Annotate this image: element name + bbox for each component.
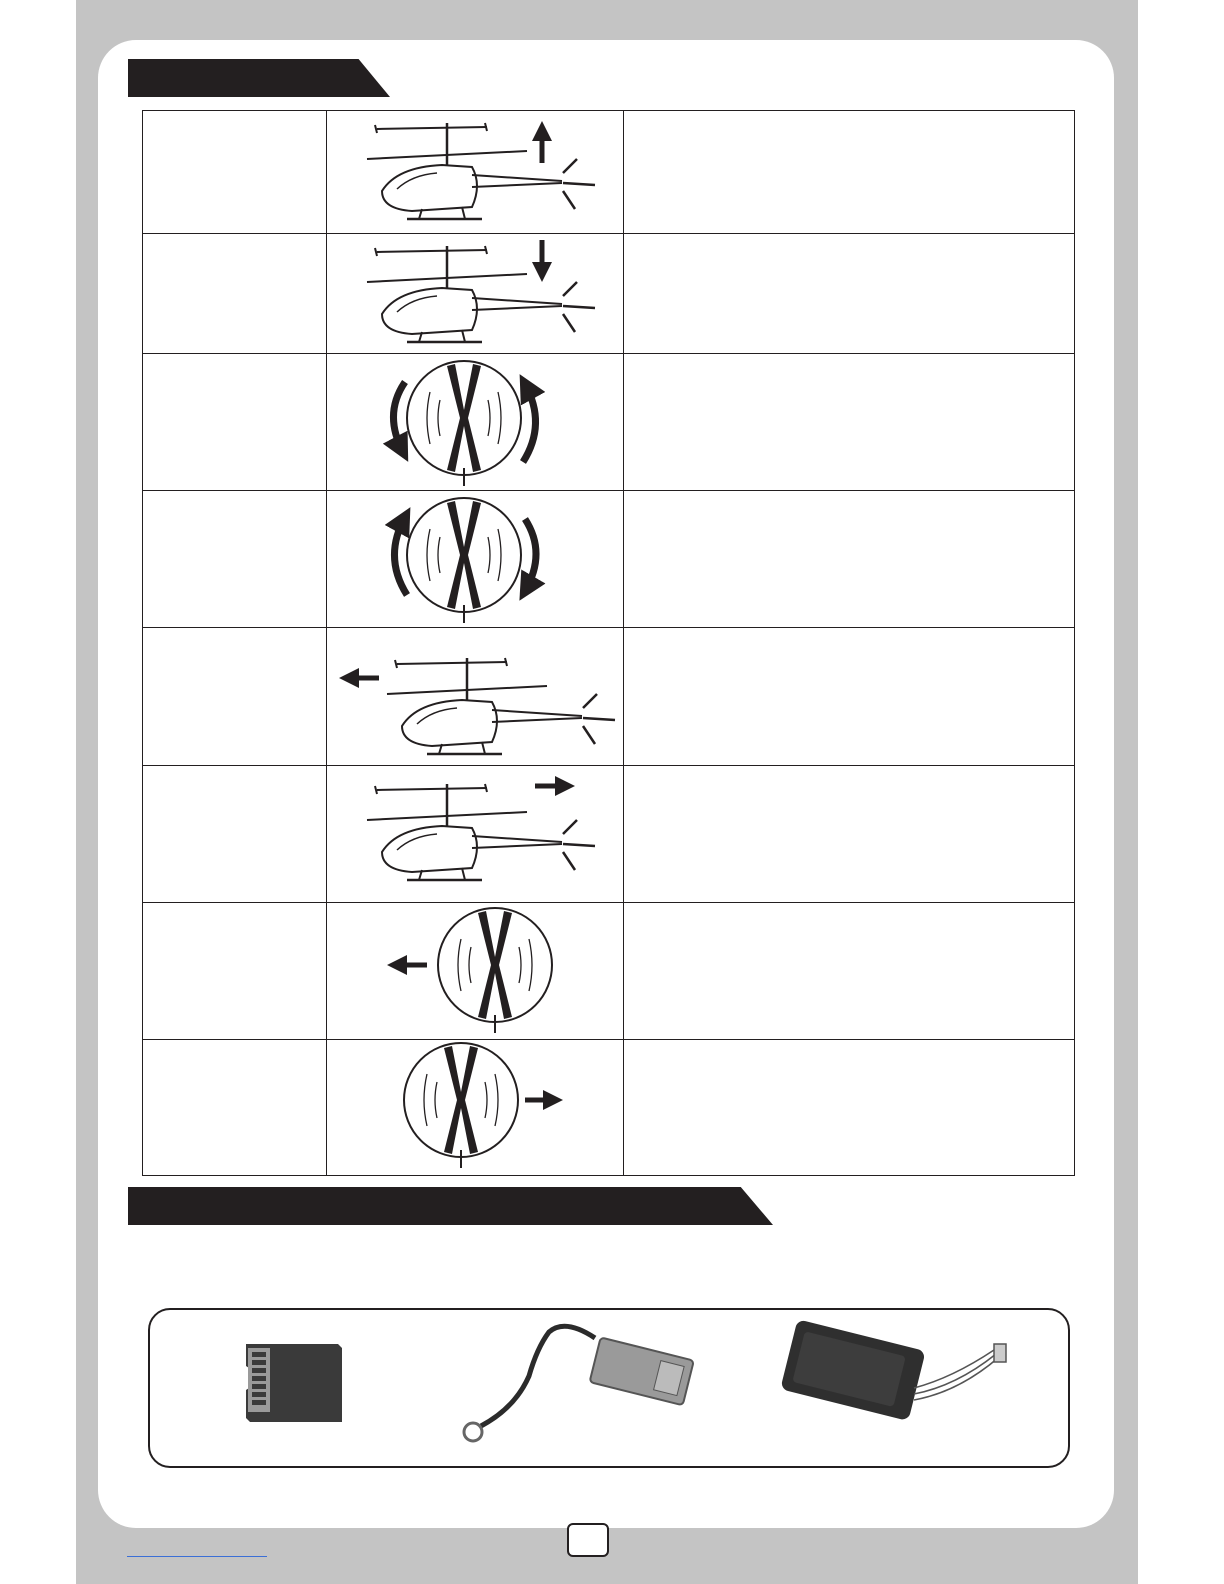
table-row [143,234,1075,354]
control-name [143,628,327,766]
control-name [143,111,327,234]
flight-controls-table [142,110,1075,1176]
page-number [567,1523,609,1557]
table-row [143,491,1075,628]
section-header-bar [128,59,390,97]
table-row [143,354,1075,491]
accessories-panel [148,1308,1070,1468]
micro-sd-card-icon [242,1340,352,1428]
control-description [624,491,1075,628]
helicopter-forward-icon [327,628,624,766]
helicopter-backward-icon [327,766,624,903]
control-description [624,234,1075,354]
rotor-turn-left-icon [327,354,624,491]
table-row [143,1040,1075,1176]
helicopter-ascend-icon [327,111,624,234]
control-description [624,1040,1075,1176]
helicopter-descend-icon [327,234,624,354]
rotor-side-right-icon [327,1040,624,1176]
table-row [143,766,1075,903]
usb-card-reader-icon [445,1316,705,1446]
control-name [143,903,327,1040]
control-description [624,354,1075,491]
control-description [624,111,1075,234]
table-row [143,628,1075,766]
control-name [143,766,327,903]
control-name [143,1040,327,1176]
camera-module-icon [772,1318,1032,1438]
table-row [143,903,1075,1040]
rotor-turn-right-icon [327,491,624,628]
rotor-side-left-icon [327,903,624,1040]
control-name [143,354,327,491]
control-name [143,234,327,354]
table-row [143,111,1075,234]
footer-link[interactable] [127,1556,267,1558]
control-description [624,628,1075,766]
control-name [143,491,327,628]
control-description [624,903,1075,1040]
section-header-bar [128,1187,773,1225]
control-description [624,766,1075,903]
